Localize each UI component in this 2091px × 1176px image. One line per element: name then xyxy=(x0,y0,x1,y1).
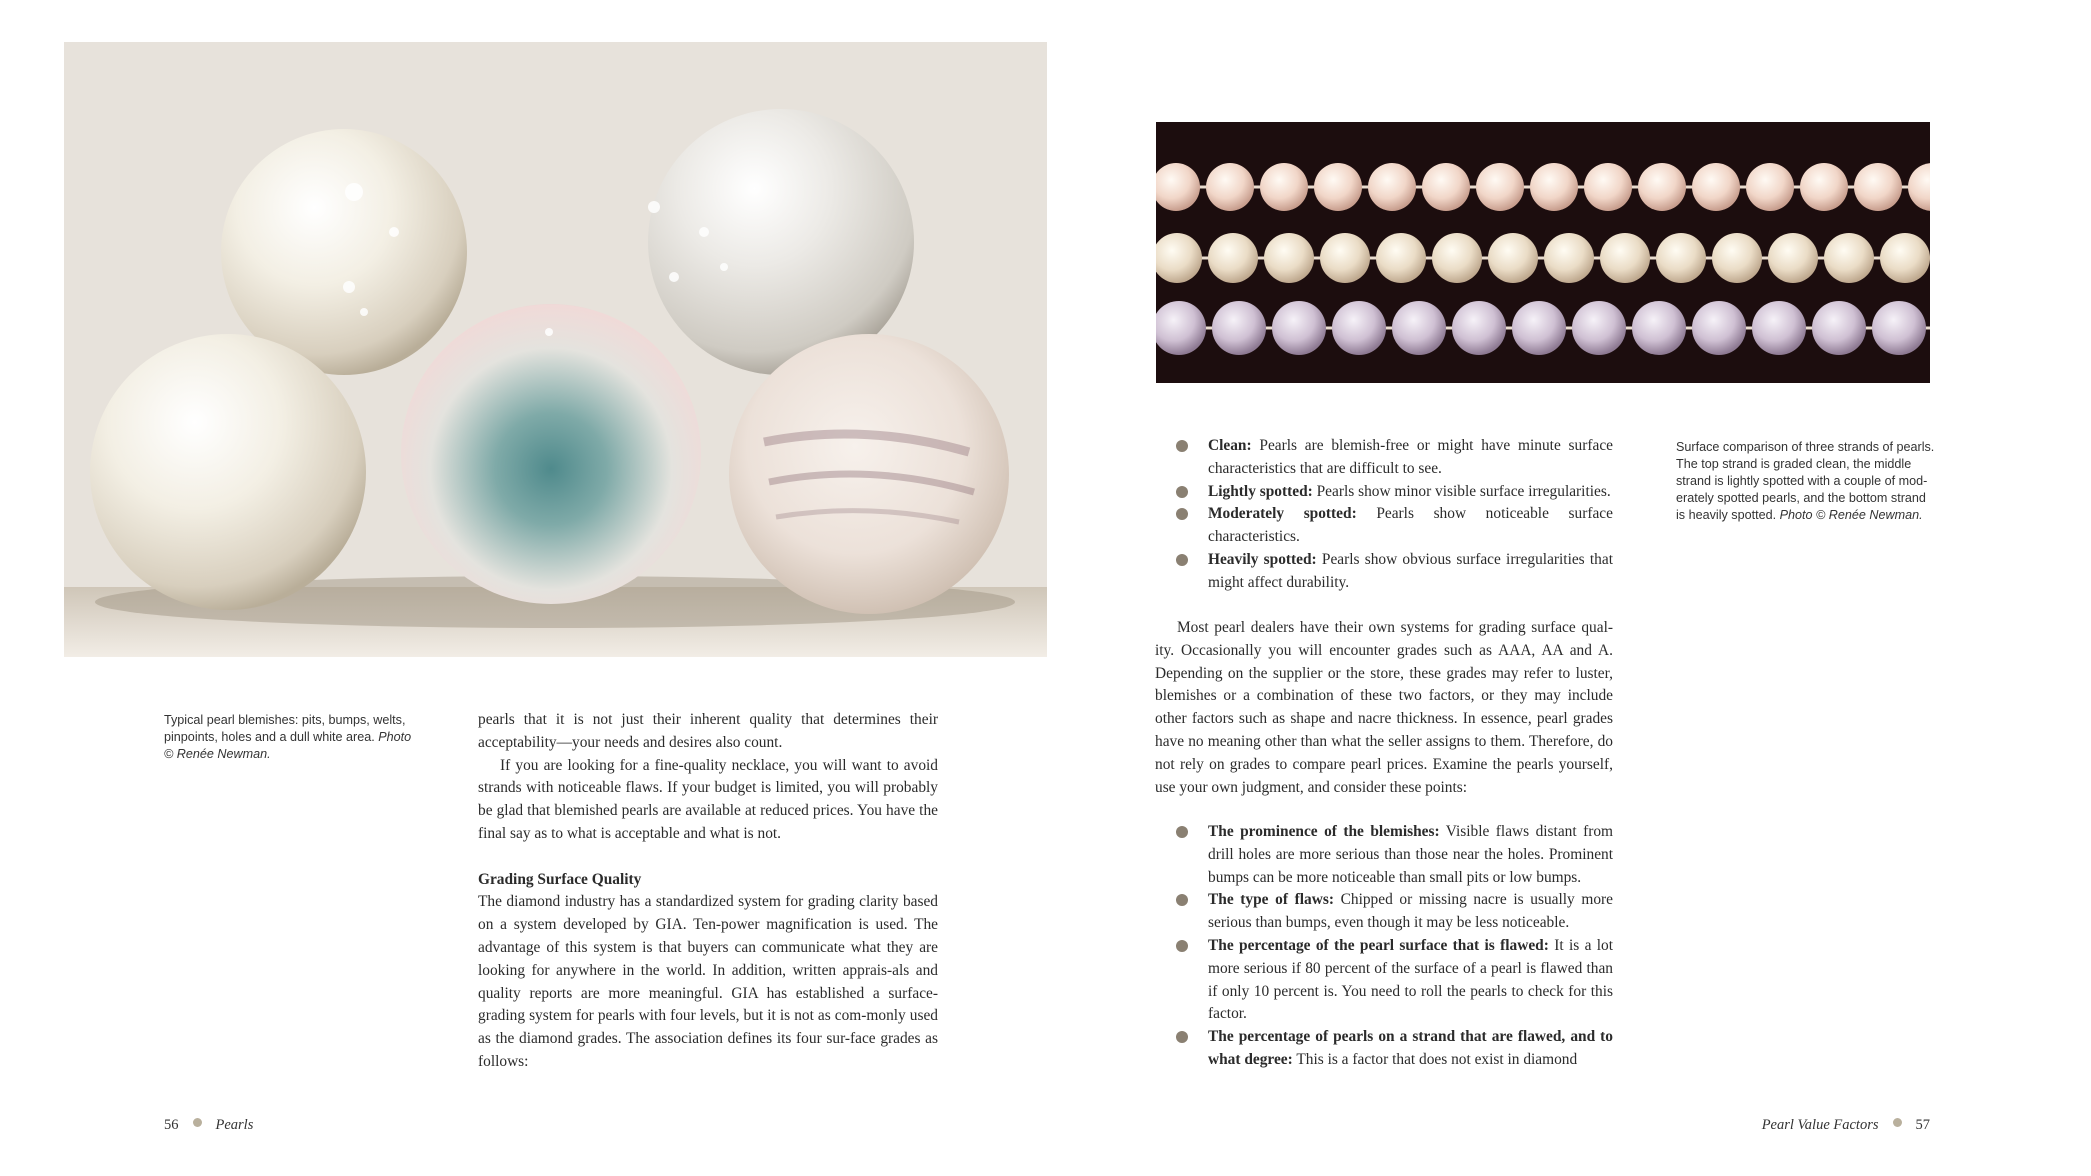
photo-caption-left xyxy=(164,712,419,763)
point-text: This is a factor that does not exist in diamond xyxy=(1296,1050,1578,1068)
footer-right xyxy=(1762,1117,1930,1134)
point-term: The prominence of the blemishes: xyxy=(1208,823,1440,840)
pearl-bead xyxy=(1320,233,1370,283)
running-title: Pearls xyxy=(215,1117,254,1133)
footer-left xyxy=(164,1117,253,1134)
paragraph: pearls that it is not just their inherent quality that determines their acceptability—your needs and desires also count. xyxy=(478,711,938,751)
left-text-column xyxy=(478,709,938,1074)
pearl-bead xyxy=(1512,301,1566,355)
caption-text: Typical pearl blemishes: pits, bumps, welts, pinpoints, holes and a dull white area. xyxy=(164,713,406,744)
point-text: It is a lot more serious if 80 percent of the surface of a pearl is flawed than if only 10 percent is. You need to roll the pearls to check for this factor. xyxy=(1208,936,1613,1023)
pearl-strands-comparison-photo xyxy=(1156,122,1930,383)
pearl-bead xyxy=(1530,163,1578,211)
grade-text: Pearls show noticeable surface characteristics. xyxy=(1208,505,1613,546)
point-term: The percentage of pearls on a strand that are flawed, and to what degree: xyxy=(1208,1028,1613,1068)
points-list xyxy=(1208,821,1613,1072)
pearl-bead xyxy=(1600,233,1650,283)
pearls-illustration xyxy=(64,42,1047,657)
bullet-icon xyxy=(1176,554,1188,566)
pearl-bead xyxy=(1422,163,1470,211)
paragraph: The diamond industry has a standardized system for grading clarity based on a system developed by GIA. Ten-power magnification is used. The advantage of this system is that buyers can communicate what they are looking for anywhere in the world. In addition, written apprais-als and quality reports are more meaningful. GIA has established a surface-grading system for pearls with four levels, but it is not as com-monly used as the diamond grades. The association defines its four sur-face grades as follows: xyxy=(478,893,938,1070)
bullet-icon xyxy=(1176,440,1188,452)
strand-top xyxy=(1156,163,1930,211)
footer-dot-icon xyxy=(1893,1118,1902,1127)
pearl-bead xyxy=(1476,163,1524,211)
pearl-bead xyxy=(1488,233,1538,283)
page-number: 57 xyxy=(1915,1117,1930,1133)
pearl-bead xyxy=(1880,233,1930,283)
right-text-column xyxy=(1155,617,1613,799)
grade-text: Pearls show minor visible surface irregularities. xyxy=(1316,482,1611,500)
pearl-bead xyxy=(1314,163,1362,211)
pearl-bead xyxy=(1272,301,1326,355)
point-term: The percentage of the pearl surface that is flawed: xyxy=(1208,936,1549,954)
paragraph: If you are looking for a fine-quality necklace, you will want to avoid strands with noticeable flaws. If your budget is limited, you will probably be glad that blemished pearls are available at reduced prices. You have the final say as to what is acceptable and what is not. xyxy=(478,756,938,842)
pearl-bead xyxy=(1332,301,1386,355)
grade-item xyxy=(1208,549,1613,595)
page-number: 56 xyxy=(164,1117,179,1133)
caption-text: Surface comparison of three strands of pearls. The top strand is graded clean, the middle strand is lightly spotted with a couple of mod-erately spotted pearls, and the bottom strand is heavily spotted. xyxy=(1676,440,1935,522)
grades-list xyxy=(1208,435,1613,595)
paragraph: Most pearl dealers have their own systems for grading surface qual-ity. Occasionally you will encounter grades such as AAA, AA and A. Depending on the supplier or the store, these grades may refer to luster, blemishes or a combination of these two factors, or they may include other factors such as shape and nacre thickness. In essence, pearl grades have no meaning other than what the seller assigns to them. Therefore, do not rely on grades to compare pearl prices. Examine the pearls yourself, use your own judgment, and consider these points: xyxy=(1155,619,1613,796)
bullet-icon xyxy=(1176,940,1188,952)
pearl-bead xyxy=(1206,163,1254,211)
pearl-bead xyxy=(1812,301,1866,355)
bullet-icon xyxy=(1176,826,1188,838)
pearl-bead xyxy=(1712,233,1762,283)
grade-term: Lightly spotted: xyxy=(1208,482,1313,500)
bullet-icon xyxy=(1176,486,1188,498)
pearl-bead xyxy=(1392,301,1446,355)
photo-caption-right xyxy=(1676,439,1938,524)
point-item xyxy=(1208,935,1613,1026)
point-text: Visible flaws distant from drill holes are more serious than those near the holes. Prominent bumps can be more noticeable than small pits or low bumps. xyxy=(1208,823,1613,886)
pearl-bead xyxy=(1260,163,1308,211)
pearl-bead xyxy=(1452,301,1506,355)
grade-text: Pearls are blemish-free or might have minute surface characteristics that are difficult to see. xyxy=(1208,437,1613,477)
pearl-bead xyxy=(1638,163,1686,211)
caption-credit: Photo © Renée Newman. xyxy=(1779,508,1923,522)
point-term: The type of flaws: xyxy=(1208,891,1334,909)
pearl-bead xyxy=(1656,233,1706,283)
caption-credit: Photo © Renée Newman. xyxy=(164,730,412,761)
pearl-bead xyxy=(1752,301,1806,355)
bullet-icon xyxy=(1176,894,1188,906)
point-text: Chipped or missing nacre is usually more serious than bumps, even though it may be less noticeable. xyxy=(1208,891,1613,932)
grade-item xyxy=(1208,481,1613,504)
pearl-front-left xyxy=(90,334,366,610)
footer-dot-icon xyxy=(193,1118,202,1127)
grade-item xyxy=(1208,503,1613,549)
pearl-bead xyxy=(1544,233,1594,283)
pearl-bead xyxy=(1872,301,1926,355)
pearl-bead xyxy=(1746,163,1794,211)
grade-term: Moderately spotted: xyxy=(1208,505,1357,523)
pearl-bead xyxy=(1432,233,1482,283)
pearl-bead xyxy=(1376,233,1426,283)
running-title: Pearl Value Factors xyxy=(1761,1117,1879,1133)
pearl-front-center xyxy=(401,304,701,604)
pearl-bead xyxy=(1572,301,1626,355)
pearl-bead xyxy=(1368,163,1416,211)
pearl-bead xyxy=(1824,233,1874,283)
pearl-blemishes-photo xyxy=(64,42,1047,657)
point-item xyxy=(1208,1026,1613,1072)
pearl-bead xyxy=(1208,233,1258,283)
grade-text: Pearls show obvious surface irregularities that might affect durability. xyxy=(1208,550,1613,591)
grade-term: Heavily spotted: xyxy=(1208,550,1317,568)
bullet-icon xyxy=(1176,508,1188,520)
section-heading: Grading Surface Quality xyxy=(478,870,642,888)
point-item xyxy=(1208,889,1613,935)
pearl-bead xyxy=(1692,163,1740,211)
bullet-icon xyxy=(1176,1031,1188,1043)
pearl-bead xyxy=(1632,301,1686,355)
grade-item xyxy=(1208,435,1613,481)
pearl-strands-illustration xyxy=(1156,122,1930,383)
point-item xyxy=(1208,821,1613,889)
pearl-bead xyxy=(1800,163,1848,211)
pearl-bead xyxy=(1854,163,1902,211)
pearl-bead xyxy=(1768,233,1818,283)
pearl-bead xyxy=(1692,301,1746,355)
pearl-bead xyxy=(1584,163,1632,211)
pearl-bead xyxy=(1264,233,1314,283)
grade-term: Clean: xyxy=(1208,437,1252,454)
pearl-bead xyxy=(1212,301,1266,355)
